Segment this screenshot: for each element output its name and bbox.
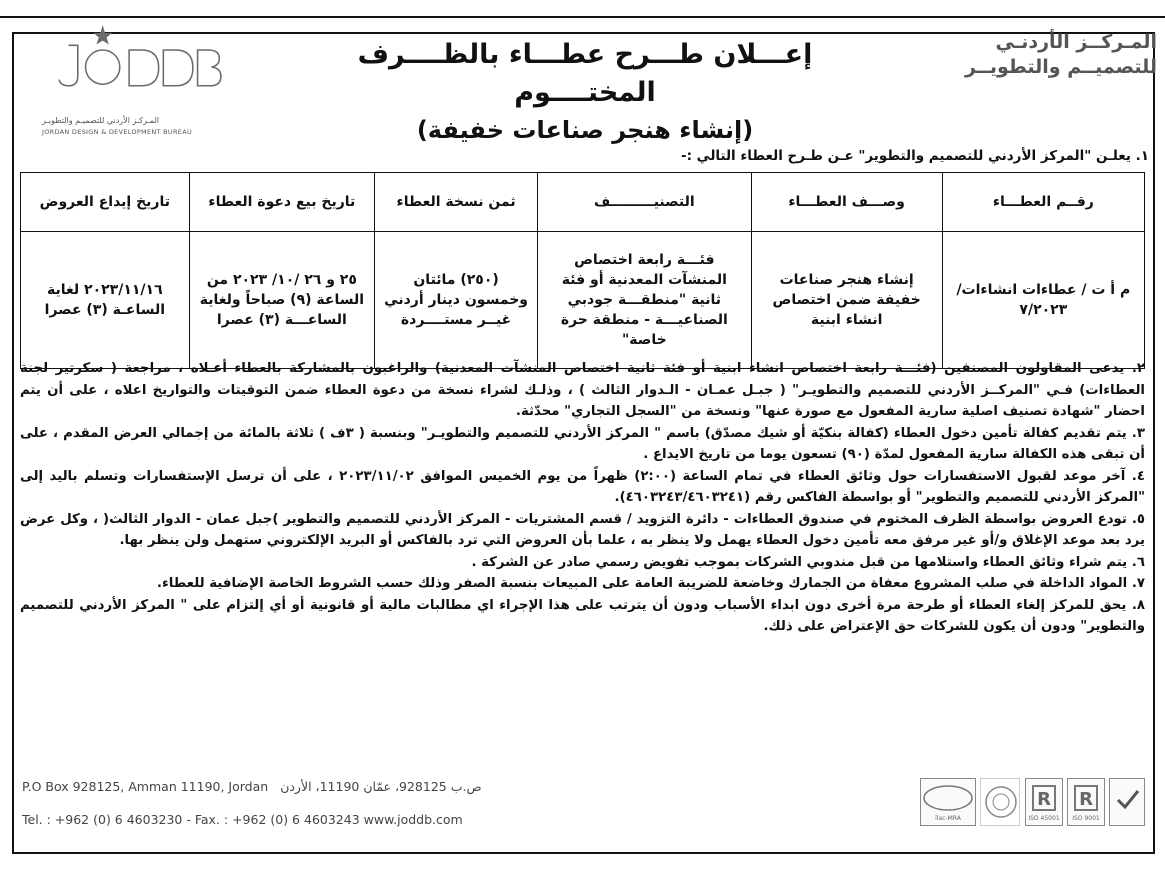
header-tender-number: رقــم العطـــاء — [942, 173, 1144, 232]
iso-45001-icon: R ISO 45001 — [1025, 778, 1063, 826]
clause-8: ٨. يحق للمركز إلغاء العطاء أو طرحة مرة أخرى دون ابداء الأسباب ودون أن يترتب على هذا الإجراء اي مطالبات مالية أو قانونية أو أي إلتزام على " المركز الأردني للتصميم والتطوير" ودون أن يكون للشركات حق الإعتراض على ذلك. — [20, 597, 1145, 634]
intro-line: ١. يعلـن "المركز الأردني للتصميم والتطوير" عـن طـرح العطاء التالي :- — [680, 148, 1149, 164]
cell-tender-number: م أ ت / عطاءات انشاءات/٧/٢٠٢٣ — [942, 232, 1144, 369]
address-en: P.O Box 928125, Amman 11190, Jordan — [22, 779, 269, 794]
header-submission-date: تاريخ إيداع العروض — [21, 173, 190, 232]
footer-address — [22, 776, 482, 798]
clause-3: ٣. يتم تقديم كفالة تأمين دخول العطاء (كفالة بنكيّة أو شيك مصدّق) باسم " المركز الأردني للتصميم والتطويـر" وبنسبة ( ٣ف ) ثلاثة بالمائة من إجمالي العرض المقدم ، على أن تبقى هذه الكفالة سارية المفعول لمدّة (٩٠) تسعون يوما من تاريخ الايداع . — [20, 425, 1145, 462]
page-subtitle: (إنشاء هنجر صناعات خفيفة) — [416, 116, 754, 144]
tender-table — [20, 172, 1145, 369]
iso-45001-label: ISO 45001 — [1028, 815, 1060, 822]
logo-caption-ar: المـركـز الأردني للتصميـم والتطويـر — [42, 116, 160, 125]
brand-line-1: المـركــز الأردنـي — [995, 31, 1157, 53]
cell-submission-date: ٢٠٢٣/١١/١٦ لغاية الساعـة (٣) عصرا — [21, 232, 190, 369]
ilac-mra-icon — [920, 778, 976, 826]
tender-clauses — [20, 358, 1145, 638]
joddb-logo-icon — [30, 22, 250, 92]
brand-line-2: للتصميــم والتطويــر — [965, 56, 1157, 78]
header-document-price: ثمن نسخة العطاء — [375, 173, 538, 232]
address-ar: ص.ب 928125، عمّان 11190، الأردن — [280, 779, 482, 794]
checkmark-cert-icon — [1109, 778, 1145, 826]
clause-4: ٤. آخر موعد لقبول الاستفسارات حول وثائق العطاء في تمام الساعة (٢:٠٠) ظهراً من يوم الخميس الموافق ٢٠٢٣/١١/٠٢ ، على أن ترسل الإستفسارات وتسلم باليد إلى "المركز الأردني للتصميم والتطوير" أو بواسطة الفاكس رقم (٤٦٠٣٢٤٣/٤٦٠٣٢٤١). — [20, 468, 1145, 505]
announcement-title — [290, 36, 880, 148]
logo-caption-en: JORDAN DESIGN & DEVELOPMENT BUREAU — [42, 128, 193, 136]
header-tender-description: وصـــف العطـــاء — [751, 173, 942, 232]
clause-7: ٧. المواد الداخلة في صلب المشروع معفاة من الجمارك وخاضعة للضريبة العامة على المبيعات بنسبة الصفر وذلك حسب الشروط الخاصة الإضافية للعطاء. — [156, 576, 1145, 591]
cell-tender-description: إنشاء هنجر صناعات خفيفة ضمن اختصاص انشاء ابنية — [751, 232, 942, 369]
header-classification: التصنيـــــــــف — [538, 173, 752, 232]
clause-2: ٢. يدعى المقاولون المصنفين (فئـــة رابعة اختصاص انشاء ابنية أو فئة ثانية اختصاص المنشآت المعدنية) والراغبون بالمشاركة بالعطاء أعـلاه ، مراجعة ( سكرتير لجنة العطاءات) فـي "المركــز الأردني للتصميم والتطويـر" ( جبـل عمـان - الـدوار الثالث ) ، وذلـك لشراء نسخة من دعوة العطاء ضمن التوقيتات والتواريخ اعلاه ، على أن يتم احضار "شهادة تصنيف اصلية سارية المفعول مع صورة عنها" ونسخة من "السجل التجاري" محدّثة. — [20, 361, 1145, 419]
cell-sale-date: ٢٥ و ٢٦ /١٠/ ٢٠٢٣ من الساعة (٩) صباحاً ولغاية الساعـــة (٣) عصرا — [189, 232, 374, 369]
page-title: إعـــلان طـــرح عطـــاء بالظــــرف المختــــوم — [357, 39, 813, 108]
table-row — [21, 232, 1145, 369]
footer-phone-fax-web: Tel. : +962 (0) 6 4603230 - Fax. : +962 (0) 6 4603243 www.joddb.com — [22, 812, 463, 827]
ilac-mra-label: ilac-MRA — [935, 815, 961, 822]
cell-document-price: (٢٥٠) مائتان وخمسون دينار أردني غيــر مستــــردة — [375, 232, 538, 369]
cell-classification: فئـــة رابعة اختصاص المنشآت المعدنية أو فئة ثانية "منطقـــة جودبي الصناعيـــة - منطقة حرة خاصة" — [538, 232, 752, 369]
top-border — [0, 0, 1165, 18]
header-sale-date: تاريخ بيع دعوة العطاء — [189, 173, 374, 232]
joddb-logo — [22, 18, 252, 143]
footer-contact — [22, 776, 482, 827]
clause-6: ٦. يتم شراء وثائق العطاء واستلامها من قبل مندوبي الشركات بموجب تفويض رسمي صادر عن الشركة . — [471, 554, 1145, 570]
table-header-row — [21, 173, 1145, 232]
iso-9001-icon: R ISO 9001 — [1067, 778, 1105, 826]
accreditation-seal-icon — [980, 778, 1020, 826]
brand-name-ar — [927, 30, 1157, 80]
iso-9001-label: ISO 9001 — [1072, 815, 1100, 822]
clause-5: ٥. تودع العروض بواسطة الظرف المختوم في صندوق العطاءات - دائرة التزويد / قسم المشتريات - المركز الأردني للتصميم والتطوير )جبل عمان - الدوار الثالث( ، وكل عرض يرد بعد موعد الإغلاق و/أو غير مرفق معه تأمين دخول العطاء يهمل ولا ينظر به ، علما بأن العروض التي ترد بالفاكس أو البريد الإلكتروني ستهمل ولن ينظر بها. — [20, 511, 1145, 548]
